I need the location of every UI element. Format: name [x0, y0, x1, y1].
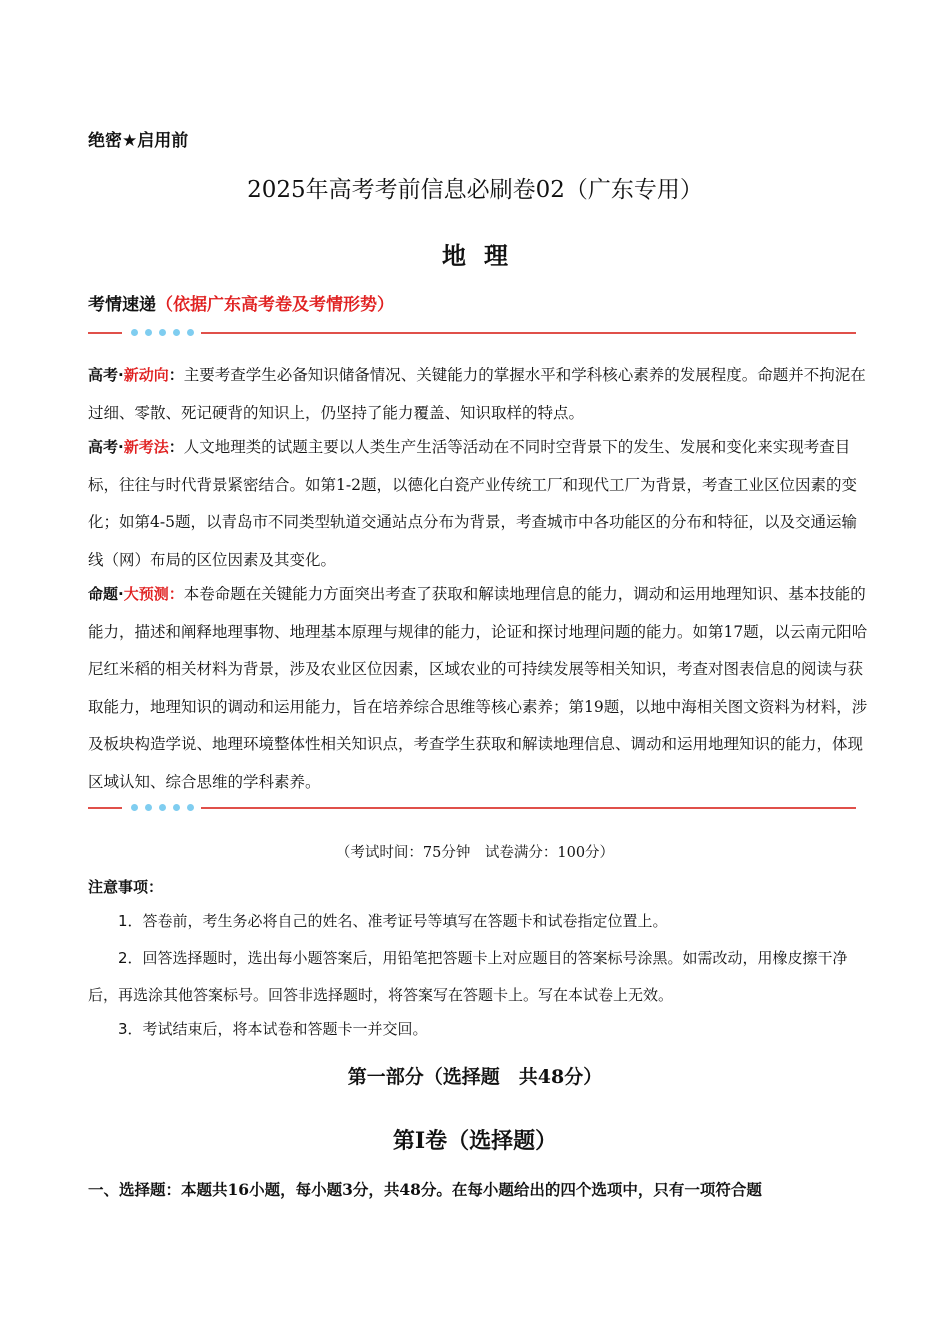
section-text: 主要考查学生必备知识储备情况、关键能力的掌握水平和学科核心素养的发展程度。命题并不拘泥在过细、零散、死记硬背的知识上，仍坚持了能力覆盖、知识取样的特点。 — [88, 366, 866, 422]
notice-item-1: 1．答卷前，考生务必将自己的姓名、准考证号等填写在答题卡和试卷指定位置上。 — [118, 912, 668, 930]
part-title: 第一部分（选择题 共48分） — [347, 1066, 603, 1088]
section-prediction — [88, 576, 872, 801]
notice-item-3: 3．考试结束后，将本试卷和答题卡一并交回。 — [118, 1020, 428, 1038]
label-colon: ： — [168, 366, 184, 384]
exam-title: 2025年高考考前信息必刷卷02（广东专用） — [247, 177, 703, 203]
label-highlight: 大预测： — [123, 585, 184, 603]
label-prefix: 高考· — [88, 366, 124, 384]
section-text: 人文地理类的试题主要以人类生产生活等活动在不同时空背景下的发生、发展和变化来实现考查目标，往往与时代背景紧密结合。如第1-2题，以德化白瓷产业传统工厂和现代工厂为背景，考查工业区位因素的变化；如第4-5题，以青岛市不同类型轨道交通站点分布为背景，考查城市中各功能区的分布和特征，以及交通运输线（网）布局的区位因素及其变化。 — [88, 438, 857, 569]
section-new-method — [88, 429, 872, 579]
volume-title: 第Ⅰ卷（选择题） — [392, 1128, 558, 1154]
label-highlight: 新考法 — [123, 438, 169, 456]
question-section-intro: 一、选择题：本题共16小题，每小题3分，共48分。在每小题给出的四个选项中，只有一项符合题 — [88, 1180, 762, 1199]
situation-heading-text: 考情速递 — [88, 295, 156, 315]
exam-time-info: （考试时间：75分钟 试卷满分：100分） — [335, 845, 615, 861]
decorative-divider-bottom — [88, 802, 856, 814]
situation-heading-note: （依据广东高考卷及考情形势） — [156, 295, 394, 315]
label-highlight: 新动向 — [123, 366, 169, 384]
section-text: 本卷命题在关键能力方面突出考查了获取和解读地理信息的能力，调动和运用地理知识、基本技能的能力，描述和阐释地理事物、地理基本原理与规律的能力，论证和探讨地理问题的能力。如第17题，以云南元阳哈尼红米稻的相关材料为背景，涉及农业区位因素，区域农业的可持续发展等相关知识，考查对图表信息的阅读与获取能力，地理知识的调动和运用能力，旨在培养综合思维等核心素养；第19题，以地中海相关图文资料为材料，涉及板块构造学说、地理环境整体性相关知识点，考查学生获取和解读地理信息、调动和运用地理知识的能力，体现区域认知、综合思维的学科素养。 — [88, 585, 868, 791]
notice-heading: 注意事项： — [88, 878, 164, 896]
situation-heading — [88, 290, 394, 315]
notice-item-2: 2．回答选择题时，选出每小题答案后，用铅笔把答题卡上对应题目的答案标号涂黑。如需改动，用橡皮擦干净后，再选涂其他答案标号。回答非选择题时，将答案写在答题卡上。写在本试卷上无效。 — [88, 949, 848, 1004]
label-prefix: 命题· — [88, 585, 124, 603]
label-prefix: 高考· — [88, 438, 124, 456]
subject-title: 地理 — [442, 242, 526, 270]
label-colon: ： — [168, 438, 184, 456]
section-new-trend — [88, 357, 872, 432]
confidential-mark: 绝密★启用前 — [88, 131, 189, 151]
decorative-divider-top — [88, 327, 856, 339]
